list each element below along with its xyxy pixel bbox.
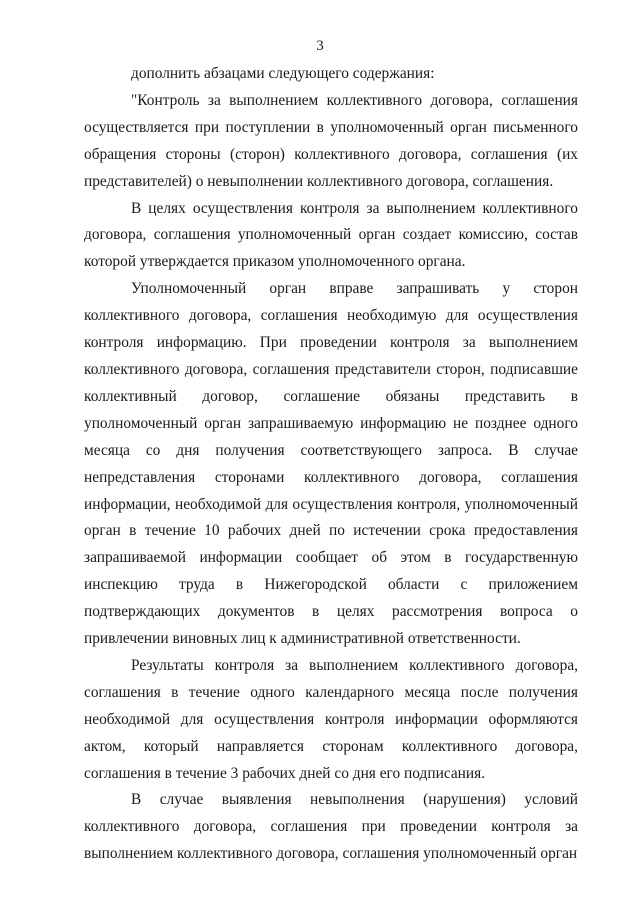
document-body <box>84 61 578 868</box>
page-number: 3 <box>316 38 324 54</box>
paragraph-results: Результаты контроля за выполнением коллективного договора, соглашения в течение одного календарного месяца после получения необходимой для осуществления контроля информации оформляются актом, который направляется сторонам коллективного договора, соглашения в течение 3 рабочих дней со дня его подписания. <box>84 656 578 782</box>
paragraph-control-basis: "Контроль за выполнением коллективного договора, соглашения осуществляется при поступлении в уполномоченный орган письменного обращения стороны (сторон) коллективного договора, соглашения (их представителей) о невыполнении коллективного договора, соглашения. <box>84 91 578 190</box>
paragraph-information-request: Уполномоченный орган вправе запрашивать у сторон коллективного договора, соглашения необходимую для осуществления контроля информацию. При проведении контроля за выполнением коллективного договора, соглашения представители сторон, подписавшие коллективный договор, соглашение обязаны представить в уполномоченный орган запрашиваемую информацию не позднее одного месяца со дня получения соответствующего запроса. В случае непредставления сторонами коллективного договора, соглашения информации, необходимой для осуществления контроля, уполномоченный орган в течение 10 рабочих дней по истечении срока предоставления запрашиваемой информации сообщает об этом в государственную инспекцию труда в Нижегородской области с приложением подтверждающих документов в целях рассмотрения вопроса о привлечении виновных лиц к административной ответственности. <box>84 280 578 648</box>
paragraph-intro: дополнить абзацами следующего содержания: <box>131 65 435 82</box>
paragraph-commission: В целях осуществления контроля за выполнением коллективного договора, соглашения уполномоченный орган создает комиссию, состав которой утверждается приказом уполномоченного органа. <box>84 199 578 271</box>
paragraph-violations: В случае выявления невыполнения (нарушения) условий коллективного договора, соглашения при проведении контроля за выполнением коллективного договора, соглашения уполномоченный орган <box>84 791 578 863</box>
